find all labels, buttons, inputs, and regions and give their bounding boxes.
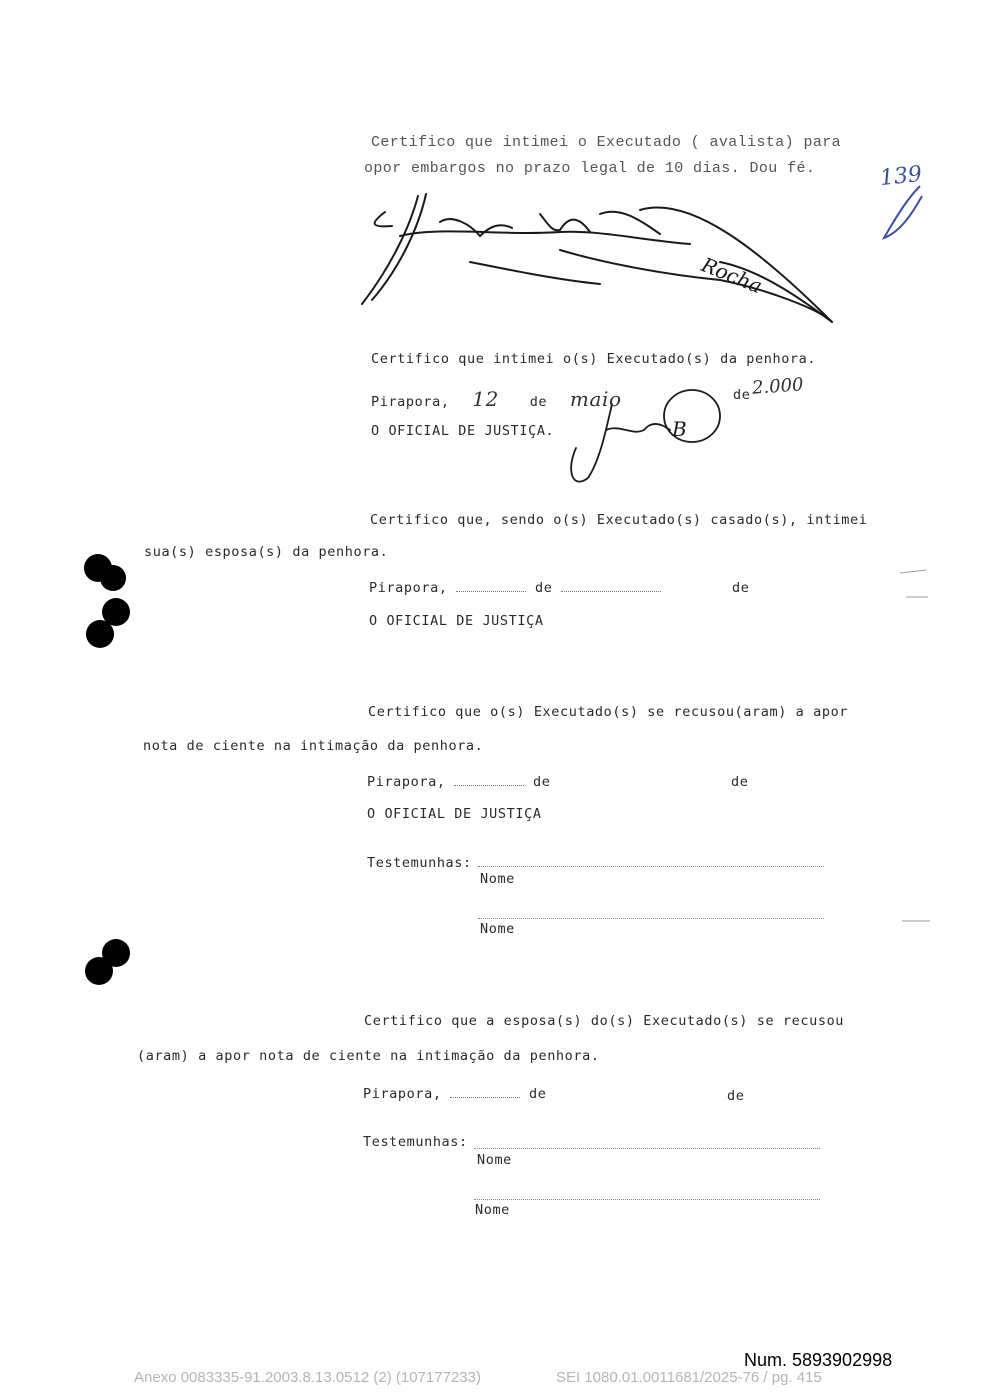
cert3-date-row [369,579,661,596]
cert1-line2: opor embargos no prazo legal de 10 dias. Dou fé. [364,160,816,177]
handwritten-page-number: 139 [878,161,924,192]
place-label: Pirapora, [367,774,446,790]
cert2-officer: O OFICIAL DE JUSTIÇA. [371,423,555,439]
place-label: Pirapora, [369,580,448,596]
de-label: de [535,580,553,596]
date-year: 2.000 [751,374,805,399]
cert5-name2: Nome [475,1202,510,1218]
witness-line [474,1148,820,1149]
cert4-name2: Nome [480,921,515,937]
witness-line [474,1199,820,1200]
cert4-line2: nota de ciente na intimação da penhora. [143,738,484,754]
witness-line [478,866,824,867]
cert5-name1: Nome [477,1152,512,1168]
de-label: de [529,394,548,410]
cert3-line2: sua(s) esposa(s) da penhora. [144,544,389,560]
cert3-officer: O OFICIAL DE JUSTIÇA [369,613,544,629]
cert5-date-row [363,1085,547,1102]
date-day: 12 [472,387,499,411]
annex-reference: Anexo 0083335-91.2003.8.13.0512 (2) (107177233) [134,1369,481,1386]
svg-text:B: B [672,417,687,441]
date-month: maio [569,387,622,411]
cert2-date-row [371,387,622,411]
cert4-name1: Nome [480,871,515,887]
place-label: Pirapora, [371,394,450,410]
cert5-de2: de [727,1088,745,1104]
de-label: de [529,1086,547,1102]
cert3-de2: de [732,580,750,596]
cert5-witness-label: Testemunhas: [363,1134,468,1150]
witness-line [478,918,824,919]
cert5-line1: Certifico que a esposa(s) do(s) Executado(s) se recusou [364,1013,845,1029]
cert4-de2: de [731,774,749,790]
cert2-de2: de [733,387,751,403]
document-number: Num. 5893902998 [744,1350,893,1370]
place-label: Pirapora, [363,1086,442,1102]
cert4-witness-label: Testemunhas: [367,855,472,871]
de-label: de [533,774,551,790]
cert1-line1: Certifico que intimei o Executado ( avalista) para [371,134,842,151]
cert3-line1: Certifico que, sendo o(s) Executado(s) casado(s), intimei [370,512,868,528]
cert4-line1: Certifico que o(s) Executado(s) se recusou(aram) a apor [368,704,849,720]
cert4-date-row [367,773,551,790]
cert2-text: Certifico que intimei o(s) Executado(s) da penhora. [371,351,817,367]
sei-reference: SEI 1080.01.0011681/2025-76 / pg. 415 [556,1369,822,1386]
signature-text: Rocha [698,252,766,299]
cert4-officer: O OFICIAL DE JUSTIÇA [367,806,542,822]
cert5-line2: (aram) a apor nota de ciente na intimação da penhora. [137,1048,600,1064]
